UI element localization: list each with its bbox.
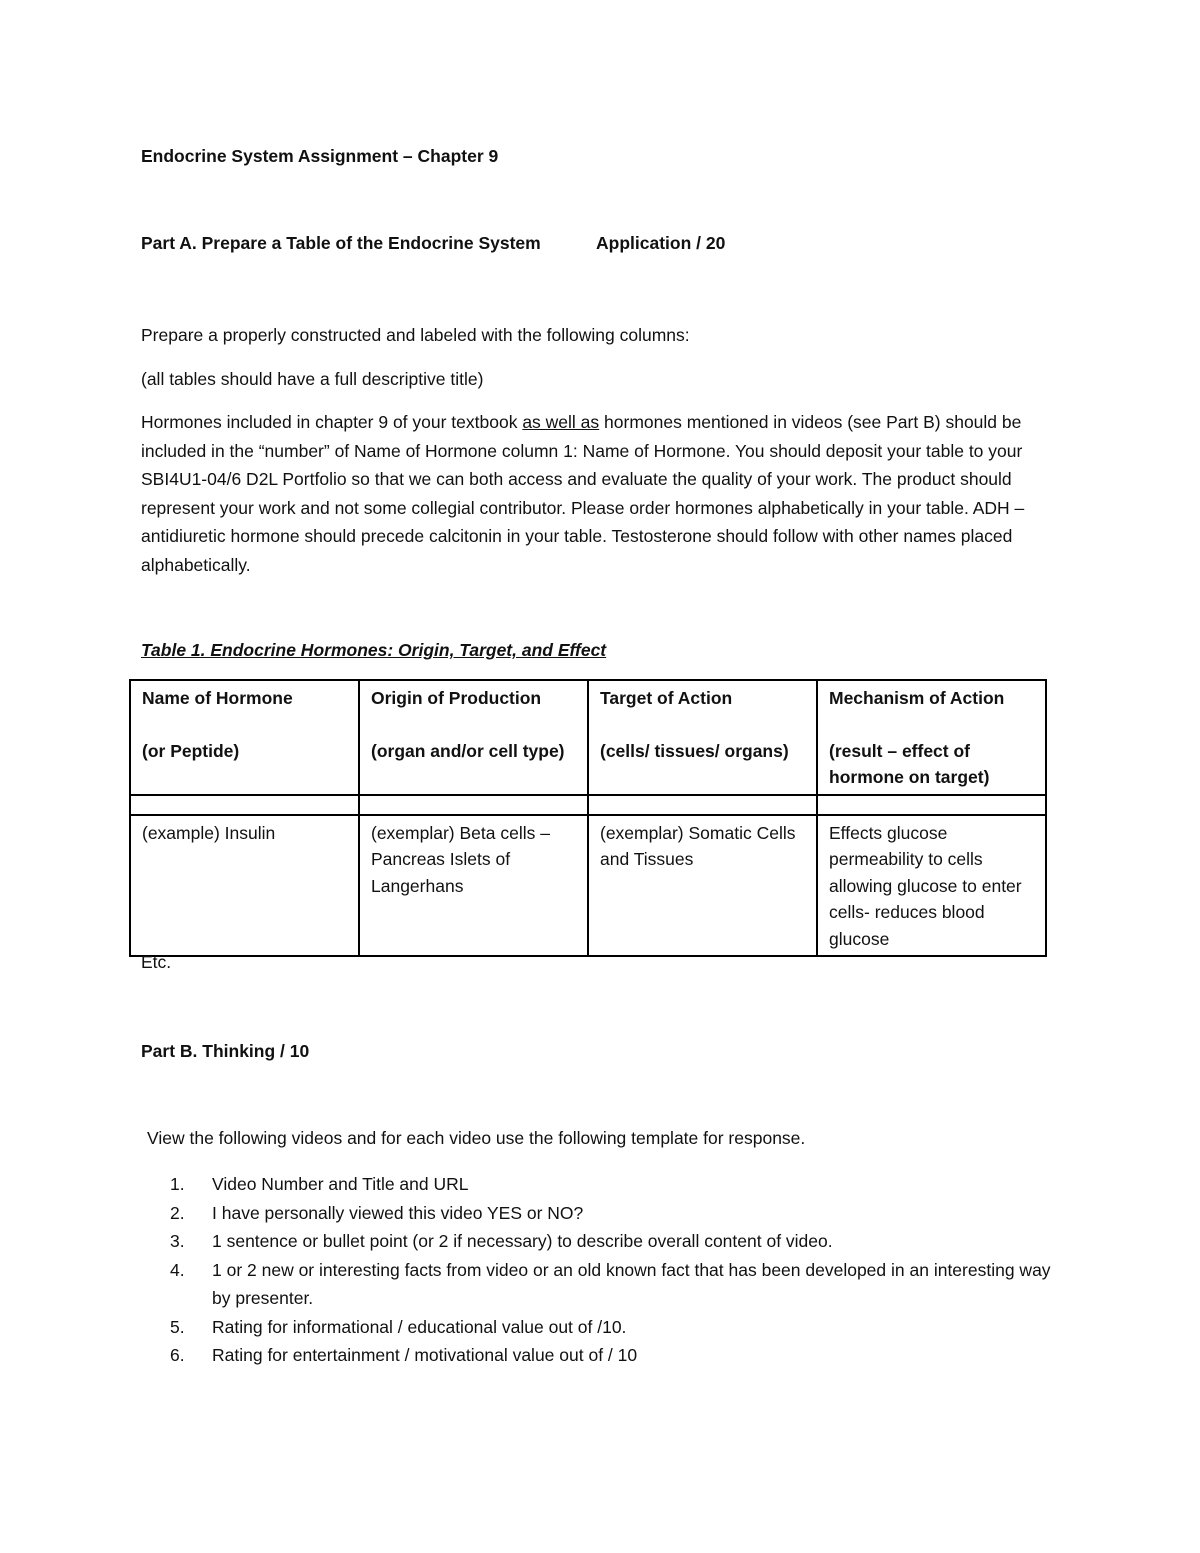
list-number: 2. bbox=[170, 1202, 185, 1223]
table-caption: Table 1. Endocrine Hormones: Origin, Target, and Effect bbox=[141, 640, 607, 660]
list-text: Rating for entertainment / motivational value out of / 10 bbox=[212, 1345, 638, 1365]
header-subtitle: (or Peptide) bbox=[142, 740, 240, 761]
para3-before: Hormones included in chapter 9 of your textbook bbox=[141, 412, 523, 432]
list-item bbox=[170, 1199, 1070, 1228]
list-text: I have personally viewed this video YES or NO? bbox=[212, 1202, 584, 1223]
part-a-mark: Application / 20 bbox=[596, 233, 726, 253]
list-text: 1 sentence or bullet point (or 2 if necessary) to describe overall content of video. bbox=[212, 1231, 833, 1251]
header-cell-origin bbox=[359, 680, 588, 795]
example-cell-target: (exemplar) Somatic Cells and Tissues bbox=[588, 815, 817, 957]
empty-cell bbox=[130, 795, 359, 815]
example-cell-origin: (exemplar) Beta cells – Pancreas Islets of Langerhans bbox=[359, 815, 588, 957]
list-item bbox=[170, 1227, 1070, 1256]
list-item bbox=[170, 1313, 1070, 1342]
header-title: Target of Action bbox=[600, 688, 733, 708]
list-number: 1. bbox=[170, 1174, 185, 1194]
header-cell-mechanism bbox=[817, 680, 1046, 795]
list-number: 5. bbox=[170, 1316, 185, 1337]
example-cell-name: (example) Insulin bbox=[130, 815, 359, 957]
header-title: Mechanism of Action bbox=[829, 688, 1005, 708]
etc-note: Etc. bbox=[141, 952, 172, 972]
para3-after: hormones mentioned in videos (see Part B) should be included in the “number” of Name of Hormone column 1: Name of Hormone. You should deposit your table to your SBI4U1-04/6 D2L Portfolio so that we can both access and evaluate the quality of your work. The product should represent your work and not some collegial contributor. Please order hormones alphabetically in your table. ADH – antidiuretic hormone should precede calcitonin in your table. Testosterone should follow with other names placed alphabetically. bbox=[141, 412, 1025, 575]
instruction-paragraph-3 bbox=[141, 408, 1066, 579]
list-text: 1 or 2 new or interesting facts from video or an old known fact that has been developed in an interesting way by presenter. bbox=[212, 1259, 1051, 1308]
example-table-row bbox=[130, 815, 1046, 957]
example-cell-mechanism: Effects glucose permeability to cells allowing glucose to enter cells- reduces blood glucose bbox=[817, 815, 1046, 957]
para3-underlined: as well as bbox=[522, 412, 600, 432]
part-a-title: Part A. Prepare a Table of the Endocrine System bbox=[141, 233, 541, 253]
header-subtitle: (result – effect of hormone on target) bbox=[829, 740, 990, 787]
hormone-table bbox=[129, 679, 1047, 957]
video-instructions: View the following videos and for each video use the following template for response. bbox=[147, 1128, 806, 1148]
list-item bbox=[170, 1256, 1070, 1313]
response-template-list bbox=[170, 1170, 1070, 1370]
list-number: 3. bbox=[170, 1231, 185, 1251]
empty-cell bbox=[817, 795, 1046, 815]
empty-cell bbox=[359, 795, 588, 815]
empty-table-row bbox=[130, 795, 1046, 815]
header-title: Origin of Production bbox=[371, 688, 542, 708]
instruction-paragraph-1: Prepare a properly constructed and labeled with the following columns: bbox=[141, 325, 690, 345]
document-title: Endocrine System Assignment – Chapter 9 bbox=[141, 146, 499, 166]
list-item bbox=[170, 1341, 1070, 1370]
list-text: Video Number and Title and URL bbox=[212, 1174, 469, 1194]
header-cell-target bbox=[588, 680, 817, 795]
table-header-row bbox=[130, 680, 1046, 795]
empty-cell bbox=[588, 795, 817, 815]
list-number: 4. bbox=[170, 1259, 185, 1280]
part-a-heading bbox=[141, 233, 726, 254]
list-number: 6. bbox=[170, 1345, 185, 1365]
header-cell-name bbox=[130, 680, 359, 795]
list-item bbox=[170, 1170, 1070, 1199]
header-subtitle: (cells/ tissues/ organs) bbox=[600, 740, 789, 761]
header-title: Name of Hormone bbox=[142, 688, 293, 708]
header-subtitle: (organ and/or cell type) bbox=[371, 740, 565, 761]
list-text: Rating for informational / educational value out of /10. bbox=[212, 1316, 627, 1337]
part-b-heading: Part B. Thinking / 10 bbox=[141, 1041, 310, 1061]
instruction-paragraph-2: (all tables should have a full descriptive title) bbox=[141, 369, 484, 389]
